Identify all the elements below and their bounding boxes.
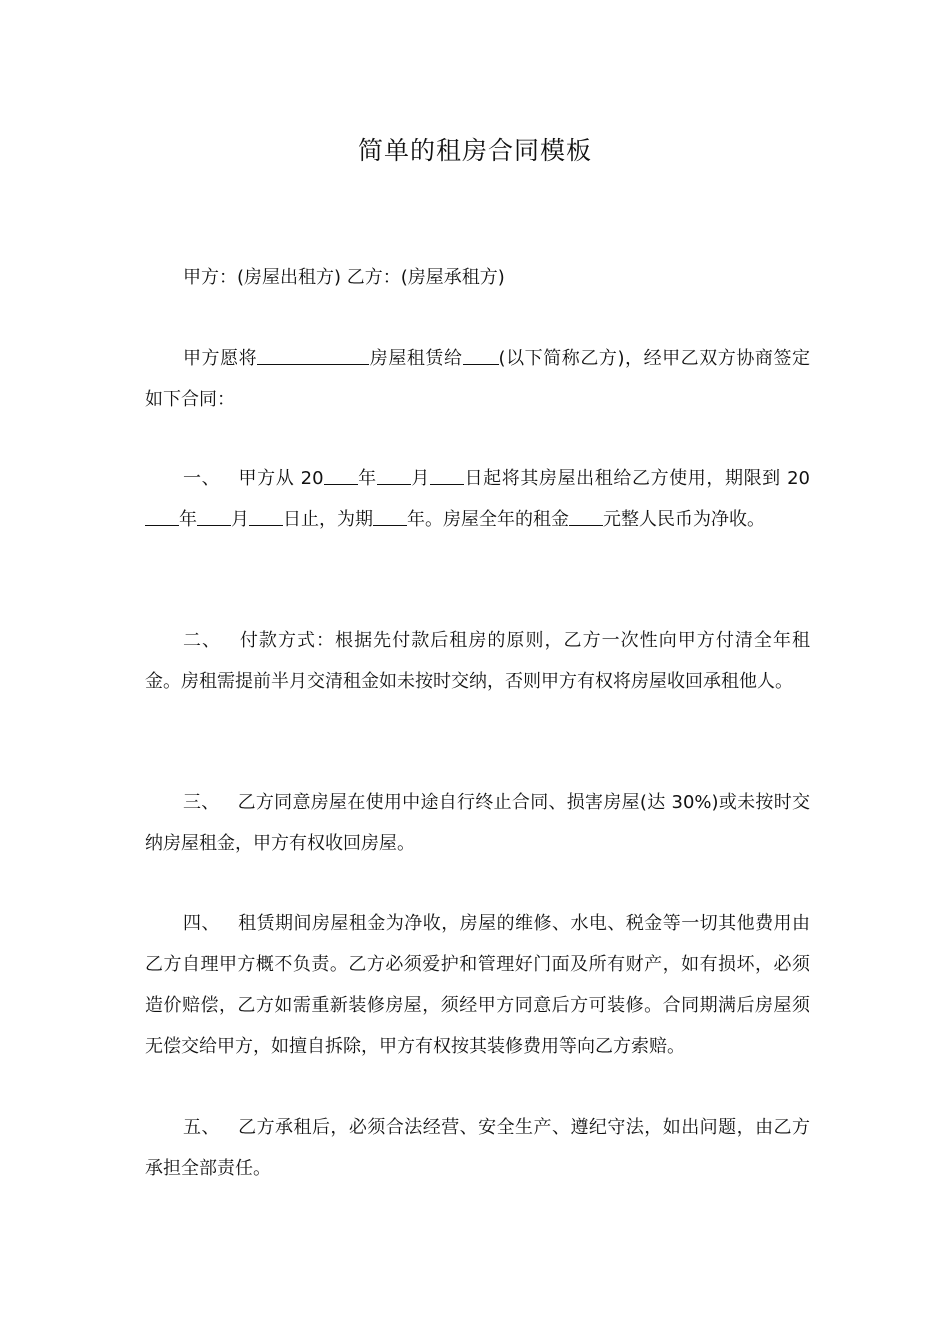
intro-text-2: 房屋租赁给 <box>369 348 463 369</box>
clause-text: 月 <box>410 468 430 489</box>
blank-line <box>257 346 369 365</box>
clause-number: 三、 <box>183 792 220 813</box>
clause-text: 乙方同意房屋在使用中途自行终止合同、损害房屋(达 30%)或未按时交纳房屋租金，甲方有权收回房屋。 <box>145 792 810 854</box>
blank-line <box>430 466 464 485</box>
clause-number: 二、 <box>183 630 222 651</box>
blank-line <box>197 507 231 526</box>
clause-text: 日起将其房屋出租给乙方使用，期限到 20 <box>463 468 810 489</box>
clause-text: 月 <box>231 509 249 530</box>
clause-3 <box>145 782 810 864</box>
intro-paragraph <box>145 338 810 420</box>
blank-line <box>569 507 603 526</box>
clause-text: 年。房屋全年的租金 <box>407 509 569 530</box>
blank-line <box>249 507 283 526</box>
clause-text: 乙方承租后，必须合法经营、安全生产、遵纪守法，如出问题，由乙方承担全部责任。 <box>145 1117 810 1179</box>
clause-text: 甲方从 20 <box>238 468 324 489</box>
clause-text: 年 <box>357 468 377 489</box>
clause-text: 日止，为期 <box>283 509 373 530</box>
clause-2 <box>145 620 810 702</box>
document-title: 简单的租房合同模板 <box>357 136 592 165</box>
blank-line <box>373 507 407 526</box>
clause-number: 五、 <box>183 1117 220 1138</box>
clause-5 <box>145 1107 810 1189</box>
clause-text: 年 <box>179 509 197 530</box>
blank-line <box>145 507 179 526</box>
clause-number: 一、 <box>183 468 221 489</box>
parties-line: 甲方：(房屋出租方) 乙方：(房屋承租方) <box>183 267 505 288</box>
clause-text: 元整人民币为净收。 <box>603 509 765 530</box>
clause-text: 租赁期间房屋租金为净收，房屋的维修、水电、税金等一切其他费用由乙方自理甲方概不负责。乙方必须爱护和管理好门面及所有财产，如有损坏，必须造价赔偿，乙方如需重新装修房屋，须经甲方同意后方可装修。合同期满后房屋须无偿交给甲方，如擅自拆除，甲方有权按其装修费用等向乙方索赔。 <box>145 913 810 1057</box>
clause-number: 四、 <box>183 913 220 934</box>
blank-line <box>463 346 499 365</box>
clause-1 <box>145 458 810 540</box>
clause-text: 付款方式：根据先付款后租房的原则，乙方一次性向甲方付清全年租金。房租需提前半月交清租金如未按时交纳，否则甲方有权将房屋收回承租他人。 <box>145 630 811 692</box>
blank-line <box>377 466 411 485</box>
intro-text-3: (以下简称乙方)，经甲乙双方协商签定如下合同： <box>145 348 811 410</box>
intro-text-1: 甲方愿将 <box>183 348 258 369</box>
clause-4 <box>145 903 810 1067</box>
blank-line <box>324 466 358 485</box>
